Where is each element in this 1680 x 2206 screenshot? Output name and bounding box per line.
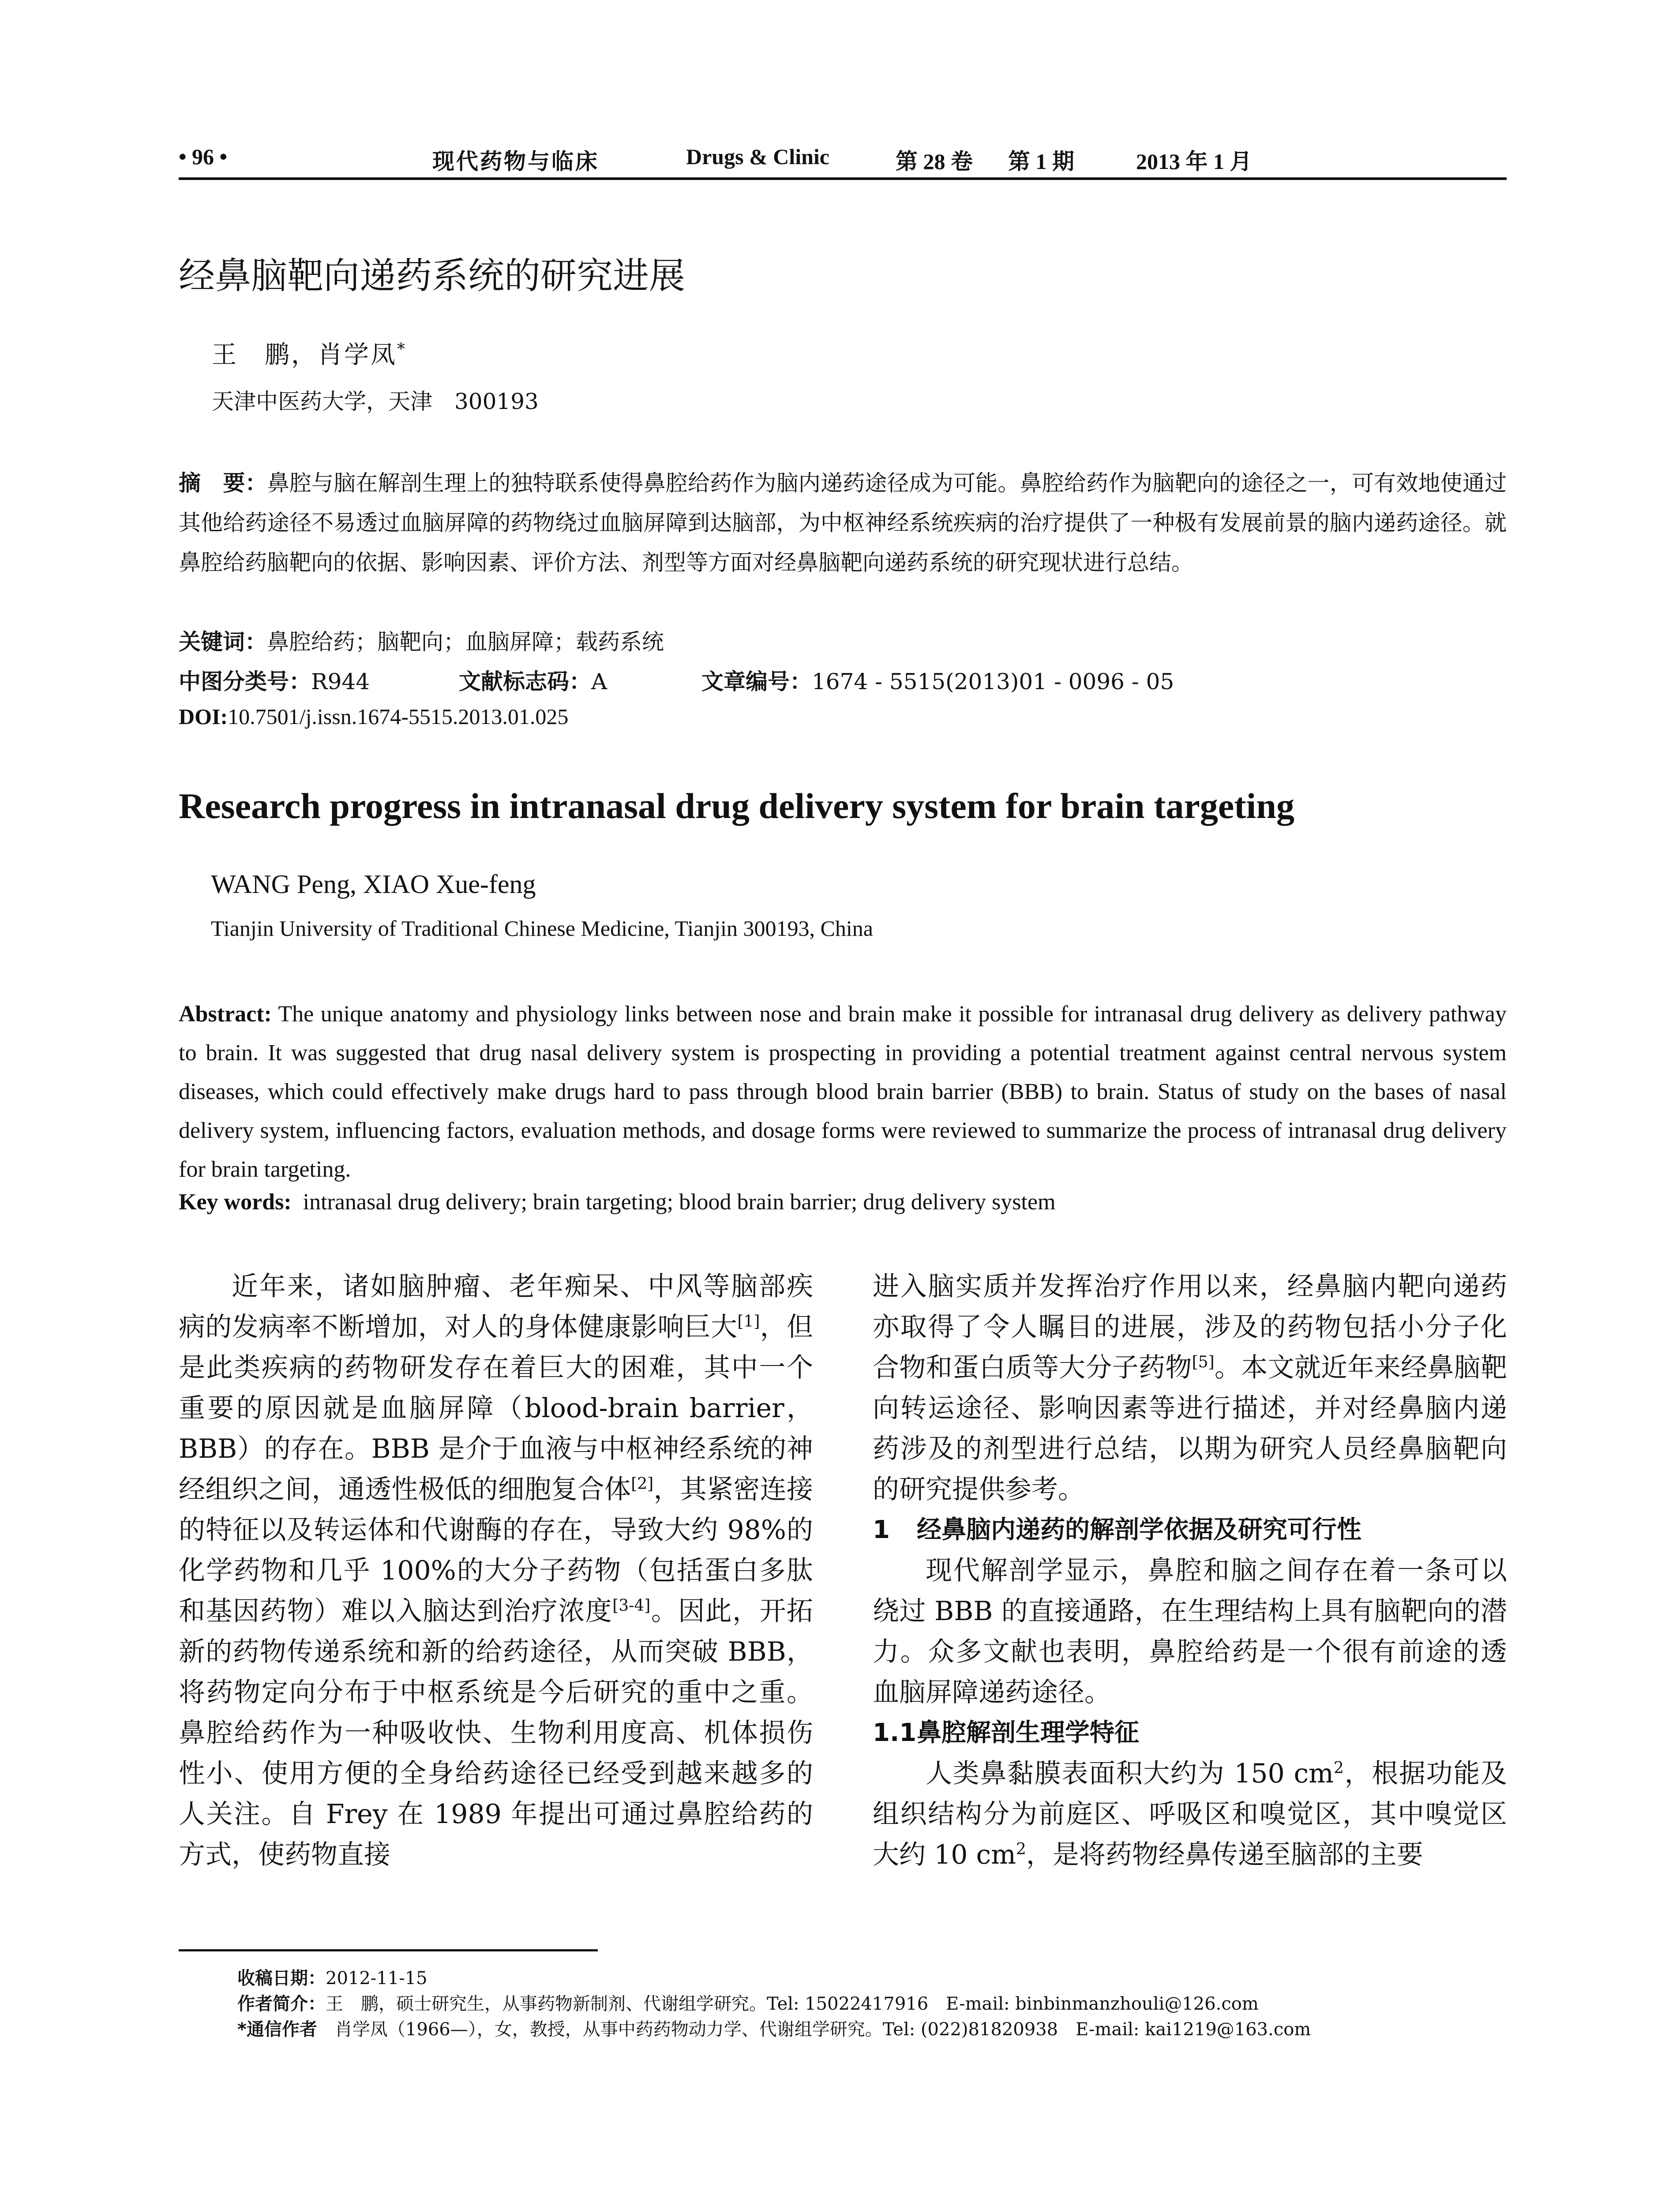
superscript: 2 — [1016, 1840, 1026, 1858]
footnote-author — [237, 1991, 1311, 2017]
affiliation-cn: 天津中医药大学，天津 300193 — [212, 389, 539, 414]
abstract-en-label: Abstract: — [179, 1002, 272, 1027]
article-title-cn: 经鼻脑靶向递药系统的研究进展 — [179, 255, 686, 297]
footnote-corresponding — [237, 2017, 1311, 2042]
body-text: 人类鼻黏膜表面积大约为 150 cm — [926, 1758, 1334, 1789]
clc-label: 中图分类号： — [179, 669, 311, 694]
body-text: 。本文就近年来经鼻脑靶向转运途径、影响因素等进行描述，并对经鼻脑内递药涉及的剂型进行总结，以期为研究人员经鼻脑靶向的研究提供参考。 — [873, 1352, 1508, 1505]
authors-cn-names: 王 鹏，肖学凤 — [212, 341, 397, 369]
abstract-en-text: The unique anatomy and physiology links between nose and brain make it possible for intranasal drug delivery as delivery pathway to brain. It was suggested that drug nasal delivery system is prospecting in providing a potential treatment against central nervous system diseases, which could effectively make drugs hard to pass through blood brain barrier (BBB) to brain. Status of study on the bases of nasal delivery system, influencing factors, evaluation methods, and dosage forms were reviewed to summarize the process of intranasal drug delivery for brain targeting. — [179, 1002, 1507, 1182]
citation: [2] — [631, 1475, 654, 1493]
footnote-received — [237, 1966, 1311, 1991]
keywords-en — [179, 1189, 1056, 1215]
abstract-cn-text: 鼻腔与脑在解剖生理上的独特联系使得鼻腔给药作为脑内递药途径成为可能。鼻腔给药作为脑靶向的途径之一，可有效地使通过其他给药途径不易透过血脑屏障的药物绕过血脑屏障到达脑部，为中枢神经系统疾病的治疗提供了一种极有发展前景的脑内递药途径。就鼻腔给药脑靶向的依据、影响因素、评价方法、剂型等方面对经鼻脑靶向递药系统的研究现状进行总结。 — [179, 470, 1507, 575]
superscript: 2 — [1334, 1759, 1344, 1777]
footnote-label: 作者简介： — [237, 1994, 326, 2014]
document-code-value: A — [591, 669, 608, 694]
footnote-text: 肖学凤（1966—），女，教授，从事中药药物动力学、代谢组学研究。Tel: (022)81820938 E-mail: kai1219@163.com — [317, 2019, 1311, 2040]
section-number: 1 — [873, 1516, 890, 1544]
footnotes — [237, 1966, 1311, 2042]
body-text: 进入脑实质并发挥治疗作用以来，经鼻脑内靶向递药亦取得了令人瞩目的进展，涉及的药物包括小分子化合物和蛋白质等大分子药物 — [873, 1271, 1507, 1383]
section-title: 鼻腔解剖生理学特征 — [917, 1718, 1139, 1747]
article-title-en: Research progress in intranasal drug delivery system for brain targeting — [179, 786, 1294, 826]
header-rule — [179, 177, 1507, 180]
body-paragraph — [873, 1266, 1507, 1510]
citation: [5] — [1192, 1353, 1215, 1371]
page-number: • 96 • — [179, 144, 228, 169]
body-text: ，是将药物经鼻传递至脑部的主要 — [1026, 1839, 1423, 1870]
keywords-en-text: intranasal drug delivery; brain targeting; blood brain barrier; drug delivery system — [291, 1189, 1056, 1215]
keywords-cn-text: 鼻腔给药；脑靶向；血脑屏障；载药系统 — [267, 629, 664, 655]
section-heading-1-1 — [873, 1713, 1507, 1753]
footnote-label: 收稿日期： — [237, 1968, 326, 1988]
section-title: 经鼻脑内递药的解剖学依据及研究可行性 — [917, 1516, 1361, 1544]
keywords-cn-label: 关键词： — [179, 629, 267, 655]
issue-date: 2013 年 1 月 — [1136, 149, 1252, 174]
body-column-right — [873, 1266, 1507, 1875]
keywords-en-label: Key words: — [179, 1189, 292, 1215]
abstract-en — [179, 995, 1507, 1189]
clc-value: R944 — [311, 669, 370, 694]
footnote-text: 2012-11-15 — [326, 1968, 428, 1988]
body-text: 。因此，开拓新的药物传递系统和新的给药途径，从而突破 BBB，将药物定向分布于中枢系统是今后研究的重中之重。鼻腔给药作为一种吸收快、生物利用度高、机体损伤性小、使用方便的全身给药途径已经受到越来越多的人关注。自 Frey 在 1989 年提出可通过鼻腔给药的方式，使药物直接 — [179, 1596, 814, 1870]
body-text: 近年来，诸如脑肿瘤、老年痴呆、中风等脑部疾病的发病率不断增加，对人的身体健康影响巨大 — [179, 1271, 813, 1343]
document-code — [459, 664, 607, 696]
corresponding-mark: * — [397, 340, 407, 359]
body-paragraph: 现代解剖学显示，鼻腔和脑之间存在着一条可以绕过 BBB 的直接通路，在生理结构上具有脑靶向的潜力。众多文献也表明，鼻腔给药是一个很有前途的透血脑屏障递药途径。 — [873, 1555, 1507, 1708]
article-number-label: 文章编号： — [701, 669, 812, 694]
body-text: ，但是此类疾病的药物研发存在着巨大的困难，其中一个重要的原因就是血脑屏障（blood-brain barrier，BBB）的存在。BBB 是介于血液与中枢神经系统的神经组织之间，通透性极低的细胞复合体 — [179, 1312, 813, 1505]
running-header — [179, 141, 1507, 176]
authors-en: WANG Peng, XIAO Xue-feng — [211, 870, 536, 899]
doi — [179, 704, 568, 729]
abstract-cn — [179, 463, 1507, 582]
body-text: ，其紧密连接的特征以及转运体和代谢酶的存在，导致大约 98%的化学药物和几乎 100%的大分子药物（包括蛋白多肽和基因药物）难以入脑达到治疗浓度 — [179, 1474, 814, 1627]
clc-number — [179, 664, 370, 696]
section-heading-1 — [873, 1510, 1507, 1550]
abstract-cn-label: 摘 要： — [179, 470, 267, 496]
journal-name-en: Drugs & Clinic — [686, 144, 829, 169]
footnote-text: 王 鹏，硕士研究生，从事药物新制剂、代谢组学研究。Tel: 15022417916 E-mail: binbinmanzhouli@126.com — [326, 1994, 1259, 2014]
body-text: ，根据功能及组织结构分为前庭区、呼吸区和嗅觉区，其中嗅觉区大约 10 cm — [873, 1758, 1508, 1870]
authors-cn — [212, 335, 407, 371]
keywords-cn — [179, 624, 664, 656]
body-paragraph — [873, 1753, 1507, 1875]
affiliation-en: Tianjin University of Traditional Chinese Medicine, Tianjin 300193, China — [211, 916, 873, 941]
issue: 第 1 期 — [1008, 149, 1074, 174]
citation: [1] — [737, 1313, 760, 1331]
journal-name-cn: 现代药物与临床 — [432, 149, 599, 174]
body-paragraph — [179, 1266, 813, 1875]
article-number-value: 1674 - 5515(2013)01 - 0096 - 05 — [812, 669, 1174, 694]
doi-label: DOI: — [179, 704, 228, 729]
footnote-label: *通信作者 — [237, 2019, 317, 2040]
document-code-label: 文献标志码： — [459, 669, 591, 694]
article-number — [701, 664, 1174, 696]
footnote-rule — [179, 1949, 598, 1951]
citation: [3-4] — [612, 1597, 651, 1615]
section-number: 1.1 — [873, 1718, 917, 1747]
body-column-left — [179, 1266, 813, 1875]
volume: 第 28 卷 — [896, 149, 973, 174]
doi-value: 10.7501/j.issn.1674-5515.2013.01.025 — [228, 704, 569, 729]
